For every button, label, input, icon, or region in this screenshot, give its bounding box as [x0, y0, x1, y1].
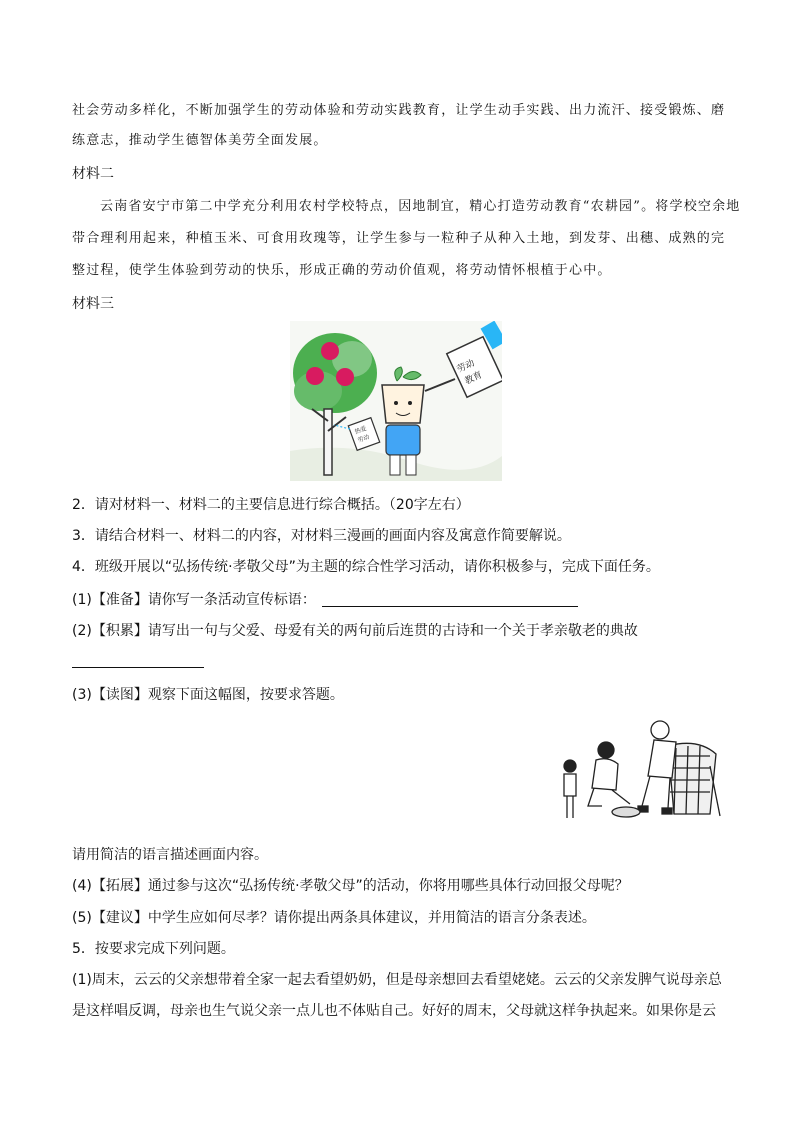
labor-education-cartoon: [290, 321, 502, 481]
answer-blank[interactable]: [322, 592, 578, 607]
question-4-4: (4)【拓展】通过参与这次“弘扬传统·孝敬父母”的活动，你将用哪些具体行动回报父母呢？: [72, 878, 629, 894]
question-4-2: (2)【积累】请写出一句与父爱、母爱有关的两句前后连贯的古诗和一个关于孝亲敬老的典故: [72, 623, 638, 639]
material2-heading: 材料二: [72, 166, 114, 182]
question-4-3-prompt: 请用简洁的语言描述画面内容。: [72, 847, 268, 863]
question-4-1: [72, 590, 578, 610]
material2-text-line: 带合理利用起来，种植玉米、可食用玫瑰等，让学生参与一粒种子从种入土地，到发芽、出穗、成熟的完: [72, 231, 726, 246]
question-5-1-line: 是这样唱反调，母亲也生气说父亲一点儿也不体贴自己。好好的周末，父母就这样争执起来。如果你是云: [72, 1003, 716, 1019]
material2-text-line: 整过程，使学生体验到劳动的快乐，形成正确的劳动价值观，将劳动情怀根植于心中。: [72, 263, 612, 278]
answer-blank[interactable]: [72, 667, 204, 668]
question-3: 3．请结合材料一、材料二的内容，对材料三漫画的画面内容及寓意作简要解说。: [72, 528, 571, 544]
question-4-1-text: (1)【准备】请你写一条活动宣传标语：: [72, 592, 316, 608]
question-4-5: (5)【建议】中学生应如何尽孝？请你提出两条具体建议，并用简洁的语言分条表述。: [72, 910, 596, 926]
material1-text-line: 社会劳动多样化，不断加强学生的劳动体验和劳动实践教育，让学生动手实践、出力流汗、接受锻炼、磨: [72, 103, 726, 118]
material3-heading: 材料三: [72, 296, 114, 312]
question-5: 5．按要求完成下列问题。: [72, 941, 235, 957]
filial-piety-illustration: [558, 716, 724, 826]
question-5-1-line: (1)周末，云云的父亲想带着全家一起去看望奶奶，但是母亲想回去看望姥姥。云云的父亲发脾气说母亲总: [72, 972, 722, 988]
svg-text:教育: 教育: [463, 370, 485, 387]
question-4-3: (3)【读图】观察下面这幅图，按要求答题。: [72, 687, 344, 703]
material1-text-line: 练意志，推动学生德智体美劳全面发展。: [72, 133, 328, 148]
svg-text:劳动: 劳动: [356, 433, 371, 445]
svg-text:热爱: 热爱: [353, 425, 368, 436]
question-2: 2．请对材料一、材料二的主要信息进行综合概括。（20字左右）: [72, 497, 470, 513]
question-4: 4．班级开展以“弘扬传统·孝敬父母”为主题的综合性学习活动，请你积极参与，完成下面任务。: [72, 559, 660, 575]
svg-text:劳动: 劳动: [455, 358, 477, 376]
material2-text-line: 云南省安宁市第二中学充分利用农村学校特点，因地制宜，精心打造劳动教育“农耕园”。将学校空余地: [100, 199, 741, 214]
